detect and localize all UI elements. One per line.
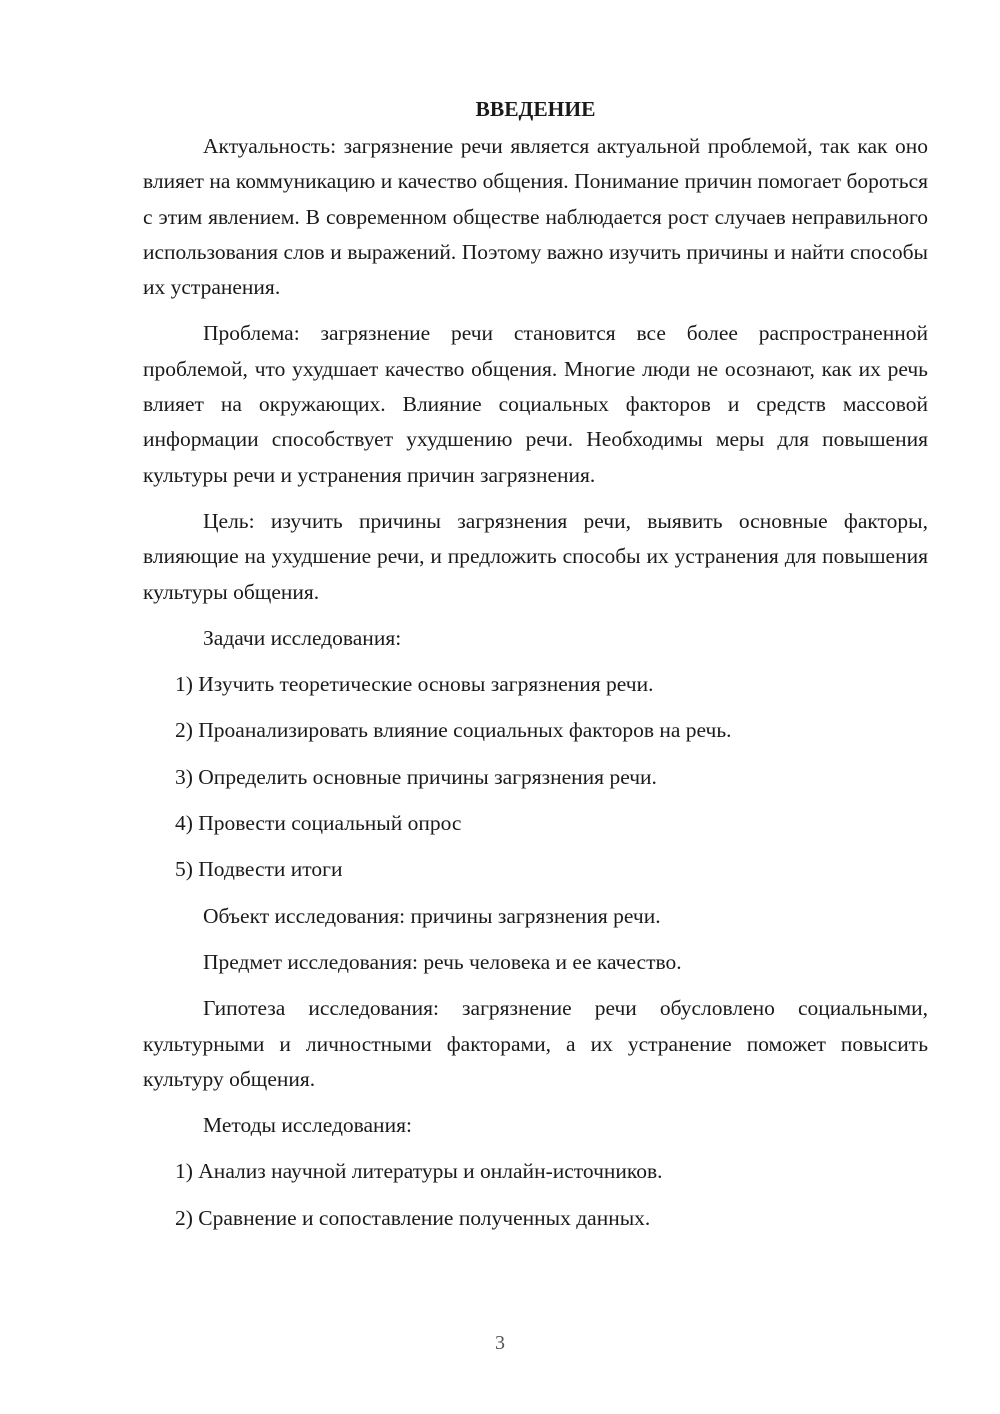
task-item-3: 3) Определить основные причины загрязнения речи. bbox=[175, 764, 657, 789]
method-item-2: 2) Сравнение и сопоставление полученных данных. bbox=[175, 1205, 651, 1230]
goal-paragraph: Цель: изучить причины загрязнения речи, выявить основные факторы, влияющие на ухудшение речи, и предложить способы их устранения для повышения культуры общения. bbox=[143, 508, 928, 604]
paragraph-gap bbox=[143, 980, 928, 991]
problem-paragraph: Проблема: загрязнение речи становится все более распространенной проблемой, что ухудшает качество общения. Многие люди не осознают, как их речь влияет на окружающих. Влияние социальных факторов и средств массовой информации способствует ухудшению речи. Необходимы меры для повышения культуры речи и устранения причин загрязнения. bbox=[143, 321, 928, 487]
document-page bbox=[143, 92, 928, 1236]
task-item-2: 2) Проанализировать влияние социальных факторов на речь. bbox=[175, 718, 732, 743]
paragraph-gap bbox=[143, 656, 928, 667]
hypothesis-paragraph: Гипотеза исследования: загрязнение речи обусловлено социальными, культурными и личностными факторами, а их устранение поможет повысить культуру общения. bbox=[143, 996, 928, 1091]
paragraph-gap bbox=[143, 749, 928, 760]
tasks-heading: Задачи исследования: bbox=[203, 625, 402, 650]
paragraph-gap bbox=[143, 305, 928, 316]
paragraph-gap bbox=[143, 1190, 928, 1201]
paragraph-gap bbox=[143, 841, 928, 852]
page-number: 3 bbox=[495, 1332, 505, 1354]
method-item-1: 1) Анализ научной литературы и онлайн-источников. bbox=[175, 1159, 663, 1184]
paragraph-gap bbox=[143, 1143, 928, 1154]
task-item-4: 4) Провести социальный опрос bbox=[175, 811, 462, 836]
object-line: Объект исследования: причины загрязнения речи. bbox=[203, 903, 661, 928]
task-item-1: 1) Изучить теоретические основы загрязнения речи. bbox=[175, 672, 654, 697]
subject-line: Предмет исследования: речь человека и ее качество. bbox=[203, 949, 682, 974]
paragraph-gap bbox=[143, 934, 928, 945]
paragraph-gap bbox=[143, 493, 928, 504]
paragraph-gap bbox=[143, 1097, 928, 1108]
paragraph-gap bbox=[143, 888, 928, 899]
document-title: ВВЕДЕНИЕ bbox=[475, 97, 596, 121]
paragraph-gap bbox=[143, 610, 928, 621]
task-item-5: 5) Подвести итоги bbox=[175, 857, 343, 882]
paragraph-gap bbox=[143, 702, 928, 713]
methods-heading: Методы исследования: bbox=[203, 1113, 412, 1138]
paragraph-gap bbox=[143, 795, 928, 806]
relevance-paragraph: Актуальность: загрязнение речи является актуальной проблемой, так как оно влияет на коммуникацию и качество общения. Понимание причин помогает бороться с этим явлением. В современном обществе наблюдается рост случаев неправильного использования слов и выражений. Поэтому важно изучить причины и найти способы их устранения. bbox=[143, 134, 928, 300]
